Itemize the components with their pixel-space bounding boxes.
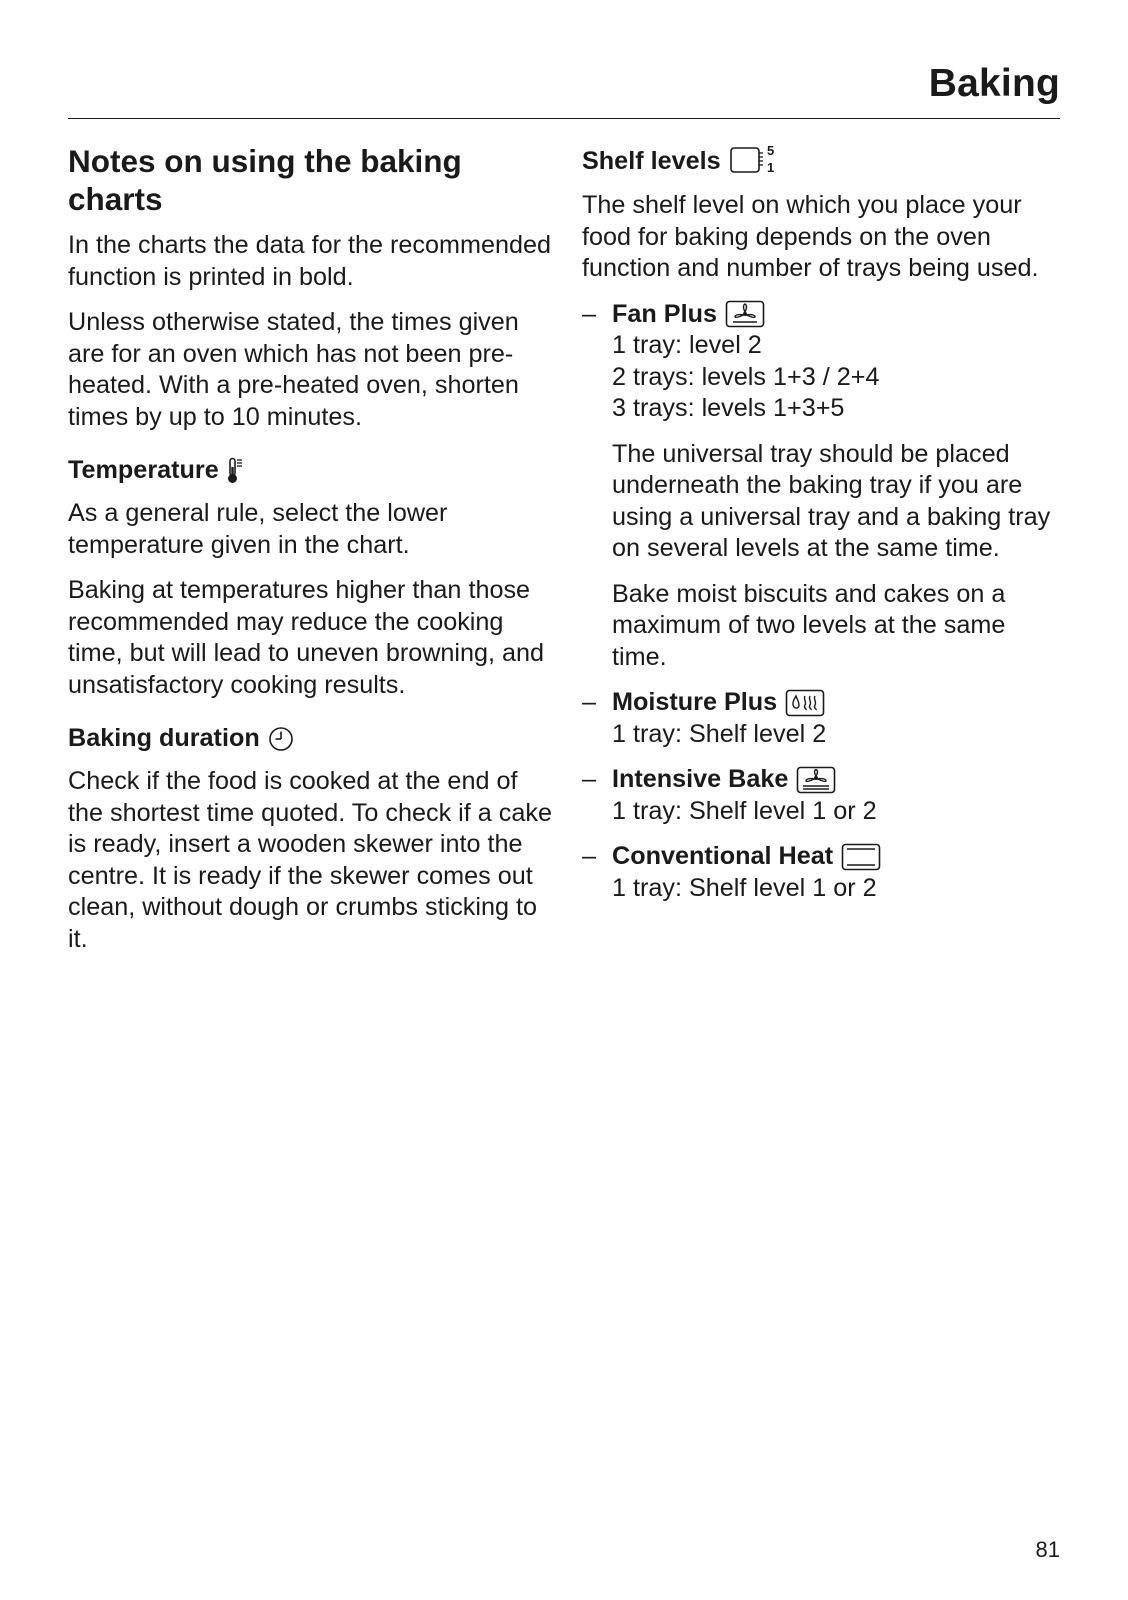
page-section-title: Baking: [928, 62, 1060, 105]
function-item-moisture-plus: [582, 687, 1062, 750]
list-dash: –: [582, 765, 597, 793]
function-item-fan-plus: [582, 299, 1062, 674]
shelf-levels-icon-bottom-label: 1: [766, 160, 774, 175]
function-name: Moisture Plus: [612, 688, 778, 716]
conventional-heat-icon: [841, 843, 881, 871]
shelf-levels-icon: [729, 144, 779, 178]
function-note-1: The universal tray should be placed underneath the baking tray if you are using a universal tray and a baking tray on several levels at the same time.: [612, 439, 1051, 562]
function-tray-line-1: 1 tray: Shelf level 1 or 2: [612, 796, 877, 825]
list-dash: –: [582, 688, 597, 716]
function-name-row: [612, 687, 1062, 719]
function-name-row: [612, 299, 1062, 331]
duration-title: Baking duration: [68, 724, 260, 752]
intensive-bake-icon: [796, 766, 836, 794]
list-dash: –: [582, 842, 597, 870]
shelf-levels-heading: [582, 144, 1062, 178]
temperature-paragraph-1: As a general rule, select the lower temperature given in the chart.: [68, 499, 448, 559]
shelf-levels-icon-top-label: 5: [766, 144, 774, 158]
duration-heading: [68, 723, 555, 754]
function-name: Fan Plus: [612, 299, 717, 328]
function-tray-line-1: 1 tray: level 2: [612, 331, 762, 359]
list-dash: –: [582, 299, 597, 328]
function-item-conventional-heat: [582, 841, 1062, 904]
function-tray-line-1: 1 tray: Shelf level 2: [612, 719, 827, 748]
clock-icon: [268, 726, 294, 752]
function-item-intensive-bake: [582, 764, 1062, 827]
function-name-row: [612, 841, 1062, 873]
function-name-row: [612, 764, 1062, 796]
function-note-2: Bake moist biscuits and cakes on a maximum of two levels at the same time.: [612, 579, 1006, 671]
oven-function-list: [582, 299, 1062, 905]
temperature-title: Temperature: [68, 456, 219, 484]
function-name: Conventional Heat: [612, 842, 834, 870]
fan-plus-icon: [725, 300, 765, 328]
right-column: [582, 144, 1062, 918]
intro-paragraph-2: Unless otherwise stated, the times given are for an oven which has not been pre-heated. With a pre-heated oven, shorten times by up to 10 minutes.: [68, 308, 519, 431]
function-name: Intensive Bake: [612, 765, 789, 793]
temperature-heading: [68, 455, 555, 486]
shelf-levels-title: Shelf levels: [582, 146, 721, 175]
thermometer-icon: [227, 457, 243, 485]
intro-paragraph-1: In the charts the data for the recommended function is printed in bold.: [68, 231, 552, 291]
duration-paragraph-1: Check if the food is cooked at the end of the shortest time quoted. To check if a cake is ready, insert a wooden skewer into the centre. It is ready if the skewer comes out clean, without dough or crumbs sticking to it.: [68, 767, 552, 953]
notes-heading: Notes on using the baking charts: [68, 143, 462, 217]
temperature-paragraph-2: Baking at temperatures higher than those recommended may reduce the cooking time, but will lead to uneven browning, and unsatisfactory cooking results.: [68, 576, 545, 699]
moisture-plus-icon: [785, 689, 825, 717]
shelf-levels-intro: The shelf level on which you place your food for baking depends on the oven function and number of trays being used.: [582, 191, 1039, 282]
page-number: 81: [1035, 1537, 1060, 1562]
header-divider: [68, 118, 1060, 119]
function-tray-line-2: 2 trays: levels 1+3 / 2+4: [612, 362, 880, 391]
function-tray-line-1: 1 tray: Shelf level 1 or 2: [612, 873, 877, 902]
left-column: [68, 142, 555, 969]
function-tray-line-3: 3 trays: levels 1+3+5: [612, 394, 845, 422]
